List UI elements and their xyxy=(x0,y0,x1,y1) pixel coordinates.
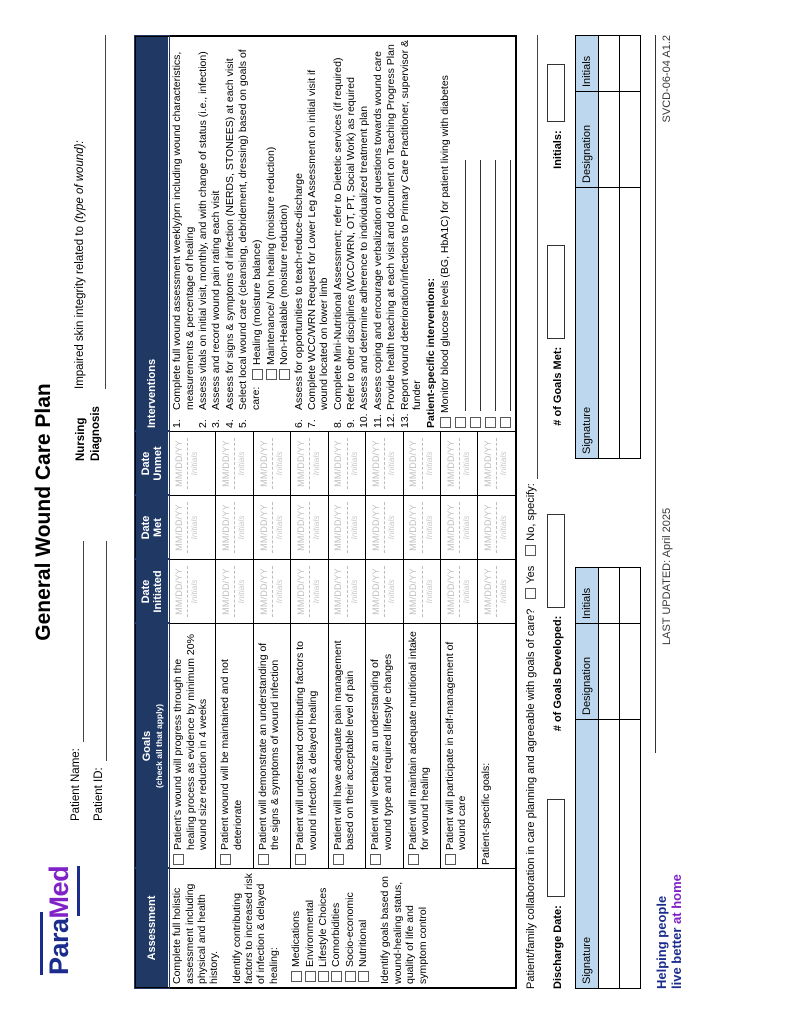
designation-cell[interactable] xyxy=(599,624,620,720)
patient-name-field[interactable] xyxy=(70,541,84,742)
signature-cell[interactable] xyxy=(599,720,620,989)
signature-cell[interactable] xyxy=(620,188,641,459)
signature-col-header: Signature xyxy=(576,720,599,989)
date-initiated-cell[interactable]: MM/DD/YY Initials xyxy=(253,560,290,624)
col-header-goals: Goals (check all that apply) xyxy=(135,624,169,869)
date-initiated-cell[interactable]: MM/DD/YY Initials xyxy=(328,560,365,624)
checkbox-socioeconomic[interactable] xyxy=(345,971,356,982)
nursing-diagnosis-block xyxy=(74,35,106,461)
date-unmet-cell[interactable]: MM/DD/YY Initials xyxy=(216,432,253,496)
date-unmet-cell[interactable]: MM/DD/YY Initials xyxy=(253,432,290,496)
date-met-cell[interactable]: MM/DD/YY Initials xyxy=(253,496,290,560)
summary-fields-row xyxy=(547,35,565,989)
blank-intervention-row xyxy=(453,40,466,428)
signature-row xyxy=(620,568,641,989)
goal-checkbox[interactable] xyxy=(333,854,344,865)
logo-top-bar xyxy=(40,912,43,975)
goal-checkbox[interactable] xyxy=(173,854,184,865)
goal-cell: Patient will maintain adequate nutritional intake for wound healing xyxy=(403,624,440,869)
date-unmet-cell[interactable]: MM/DD/YY Initials xyxy=(403,432,440,496)
patient-id-label: Patient ID: xyxy=(93,767,106,821)
logo-text-para: Para xyxy=(44,918,74,975)
date-met-cell[interactable]: MM/DD/YY Initials xyxy=(366,496,403,560)
footer-rule xyxy=(655,35,685,753)
last-updated-text: LAST UPDATED: April 2025 xyxy=(661,507,674,645)
date-unmet-cell[interactable]: MM/DD/YY Initials xyxy=(366,432,403,496)
paramed-tagline: Helping people live better at home xyxy=(654,874,684,989)
blank-intervention-row xyxy=(498,40,511,428)
checkbox-non-healable[interactable] xyxy=(279,369,290,380)
date-unmet-cell[interactable]: MM/DD/YY Initials xyxy=(441,432,478,496)
checkbox-nutritional[interactable] xyxy=(358,971,369,982)
col-header-date-met: Date Met xyxy=(135,496,169,560)
assessment-cell: Complete full holistic assessment including physical and health history. Identify contributing factors to increased risk of infection & delayed healing: Medications Environmental Lifestyle Choices Comorbidities Socio-economic Nutritional Identify goals based on wound-healing status, quality of life and symptom control xyxy=(169,869,516,989)
blank-checkbox[interactable] xyxy=(485,417,496,428)
designation-cell[interactable] xyxy=(599,92,620,188)
nursing-diagnosis-text: Impaired skin integrity related to (type of wound): xyxy=(74,35,106,389)
goal-cell: Patient will verbalize an understanding of wound type and required lifestyle changes xyxy=(366,624,403,869)
date-initiated-cell[interactable]: MM/DD/YY Initials xyxy=(478,560,516,624)
date-initiated-cell[interactable]: MM/DD/YY Initials xyxy=(441,560,478,624)
date-initiated-cell[interactable]: MM/DD/YY Initials xyxy=(216,560,253,624)
nursing-diagnosis-label: Nursing Diagnosis xyxy=(75,406,102,461)
goal-cell: Patient will participate in self-management of wound care xyxy=(441,624,478,869)
date-met-cell[interactable]: MM/DD/YY Initials xyxy=(478,496,516,560)
date-unmet-cell[interactable]: MM/DD/YY Initials xyxy=(478,432,516,496)
blank-write-line[interactable] xyxy=(484,160,496,411)
date-initiated-cell[interactable]: MM/DD/YY Initials xyxy=(169,560,216,624)
date-met-cell[interactable]: MM/DD/YY Initials xyxy=(328,496,365,560)
signature-table-left xyxy=(575,567,641,989)
initials-field[interactable] xyxy=(547,64,565,122)
goal-cell: Patient will understand contributing factors to wound infection & delayed healing xyxy=(291,624,328,869)
checkbox-environmental[interactable] xyxy=(305,971,316,982)
date-met-cell[interactable]: MM/DD/YY Initials xyxy=(216,496,253,560)
care-plan-table xyxy=(134,35,517,989)
date-met-cell[interactable]: MM/DD/YY Initials xyxy=(169,496,216,560)
signature-header-row xyxy=(576,568,599,989)
goal-cell: Patient wound will be maintained and not deteriorate xyxy=(216,624,253,869)
page-footer xyxy=(655,35,685,989)
date-met-cell[interactable]: MM/DD/YY Initials xyxy=(441,496,478,560)
blank-intervention-row xyxy=(468,40,481,428)
goal-cell: Patient will have adequate pain management based on their acceptable level of pain xyxy=(328,624,365,869)
designation-col-header: Designation xyxy=(576,92,599,188)
goals-developed-label: # of Goals Developed: xyxy=(552,615,565,732)
checkbox-healing[interactable] xyxy=(252,369,263,380)
goal-checkbox[interactable] xyxy=(370,854,381,865)
signature-cell[interactable] xyxy=(620,720,641,989)
date-initiated-cell[interactable]: MM/DD/YY Initials xyxy=(366,560,403,624)
logo-bottom-bar xyxy=(77,866,80,916)
signature-cell[interactable] xyxy=(599,188,620,459)
patient-id-block xyxy=(70,541,116,821)
patient-id-field[interactable] xyxy=(93,541,107,761)
col-header-date-initiated: Date Initiated xyxy=(135,560,169,624)
discharge-date-field[interactable] xyxy=(547,799,565,897)
signature-row xyxy=(599,568,620,989)
date-unmet-cell[interactable]: MM/DD/YY Initials xyxy=(291,432,328,496)
specify-write-line[interactable] xyxy=(524,35,538,479)
no-checkbox[interactable] xyxy=(525,545,536,556)
checkbox-lifestyle[interactable] xyxy=(318,971,329,982)
date-met-cell[interactable]: MM/DD/YY Initials xyxy=(291,496,328,560)
patient-specific-interventions-header: Patient-specific interventions: xyxy=(425,278,438,428)
checkbox-monitor-glucose[interactable] xyxy=(440,417,451,428)
initials-cell[interactable] xyxy=(620,36,641,92)
collaboration-question: Patient/family collaboration in care planning and agreeable with goals of care? Yes No, specify: xyxy=(524,35,538,989)
diagnosis-write-line[interactable] xyxy=(90,35,106,389)
page-title: General Wound Care Plan xyxy=(32,383,55,641)
goals-of-care-options: care: Healing (moisture balance) Maintenance/ Non healing (moisture reduction) Non-Healable (moisture reduction) xyxy=(250,146,291,410)
initials-cell[interactable] xyxy=(620,568,641,624)
date-met-cell[interactable]: MM/DD/YY Initials xyxy=(403,496,440,560)
initials-label: Initials: xyxy=(552,130,565,169)
goals-met-field[interactable] xyxy=(547,245,565,339)
initials-cell[interactable] xyxy=(599,36,620,92)
designation-col-header: Designation xyxy=(576,624,599,720)
patient-name-label: Patient Name: xyxy=(70,748,83,821)
logo-text-med: Med xyxy=(44,865,74,919)
blank-intervention-row xyxy=(483,40,496,428)
table-header-row xyxy=(135,36,169,988)
goal-checkbox[interactable] xyxy=(408,854,419,865)
blank-write-line[interactable] xyxy=(499,160,511,411)
table-row xyxy=(169,36,216,988)
designation-cell[interactable] xyxy=(620,624,641,720)
blank-checkbox[interactable] xyxy=(470,417,481,428)
col-header-date-unmet: Date Unmet xyxy=(135,432,169,496)
date-unmet-cell[interactable]: MM/DD/YY Initials xyxy=(169,432,216,496)
paramed-logo xyxy=(44,866,76,975)
signature-table-right xyxy=(575,35,641,459)
interventions-cell: 1. Complete full wound assessment weekly/prn including wound characteristics, measurements & percentage of healing 2. Assess vitals on initial visit, monthly, and with change of status (i.e., infection) 3. Assess and record wound pain rating each visit 4. Assess for signs & symptoms of infection (NERDS, STONEES) at each visit 5. Select local wound care (cleansing, debridement, dressing) based on goals of care: Healing (moisture balance) Maintenance/ Non healing (moisture reduction) Non-Healable (moisture reduction) 6. Assess for opportunities to teach-reduce-discharge 7. Complete WCC/WRN Request for Lower Leg Assessment on initial visit if wound located on lower limb 8. Complete Mini-Nutritional Assessment; refer to Dietetic services (if required) 9. Refer to other disciplines (WCC/WRN, OT, PT, Social Work) as required 10. Assess and determine adherence to individualized treatment plan 11. Assess coping and encourage verbalization of questions towards wound care 12. Provide health teaching at each visit and document on Teaching Progress Plan 13. Report wound deterioration/infections to Primary Care Practitioner, supervisor & funder Patient-specific interventions: Monitor blood glucose levels (BG, HbA1C) for patient living with diabetes xyxy=(169,36,516,432)
blank-write-line[interactable] xyxy=(454,160,466,411)
signature-row xyxy=(599,36,620,459)
patient-specific-goals-cell[interactable]: Patient-specific goals: xyxy=(478,624,516,869)
date-initiated-cell[interactable]: MM/DD/YY Initials xyxy=(291,560,328,624)
signature-col-header: Signature xyxy=(576,188,599,459)
blank-checkbox[interactable] xyxy=(500,417,511,428)
goal-cell: Patient’s wound will progress through the healing process as evidence by minimum 20% wound size reduction in 4 weeks xyxy=(169,624,216,869)
initials-col-header: Initials xyxy=(576,568,599,624)
goals-met-label: # of Goals Met: xyxy=(552,346,565,426)
col-header-assessment: Assessment xyxy=(135,869,169,989)
goals-developed-field[interactable] xyxy=(547,514,565,608)
page-header xyxy=(30,35,134,989)
signature-header-row xyxy=(576,36,599,459)
blank-write-line[interactable] xyxy=(469,160,481,411)
date-initiated-cell[interactable]: MM/DD/YY Initials xyxy=(403,560,440,624)
initials-col-header: Initials xyxy=(576,36,599,92)
checkbox-comorbidities[interactable] xyxy=(331,971,342,982)
discharge-date-label: Discharge Date: xyxy=(552,905,565,989)
goal-checkbox[interactable] xyxy=(258,854,269,865)
designation-cell[interactable] xyxy=(620,92,641,188)
col-header-interventions: Interventions xyxy=(135,36,169,432)
document-code: SVCD-06-04 A1.2 xyxy=(661,35,674,123)
blank-checkbox[interactable] xyxy=(455,417,466,428)
goal-cell: Patient will demonstrate an understanding of the signs & symptoms of wound infection xyxy=(253,624,290,869)
goal-checkbox[interactable] xyxy=(445,854,456,865)
goal-checkbox[interactable] xyxy=(295,854,306,865)
checkbox-maintenance[interactable] xyxy=(266,369,277,380)
date-unmet-cell[interactable]: MM/DD/YY Initials xyxy=(328,432,365,496)
yes-checkbox[interactable] xyxy=(525,588,536,599)
goal-checkbox[interactable] xyxy=(220,854,231,865)
initials-cell[interactable] xyxy=(599,568,620,624)
signature-section xyxy=(575,35,641,989)
checkbox-medications[interactable] xyxy=(291,971,302,982)
signature-row xyxy=(620,36,641,459)
